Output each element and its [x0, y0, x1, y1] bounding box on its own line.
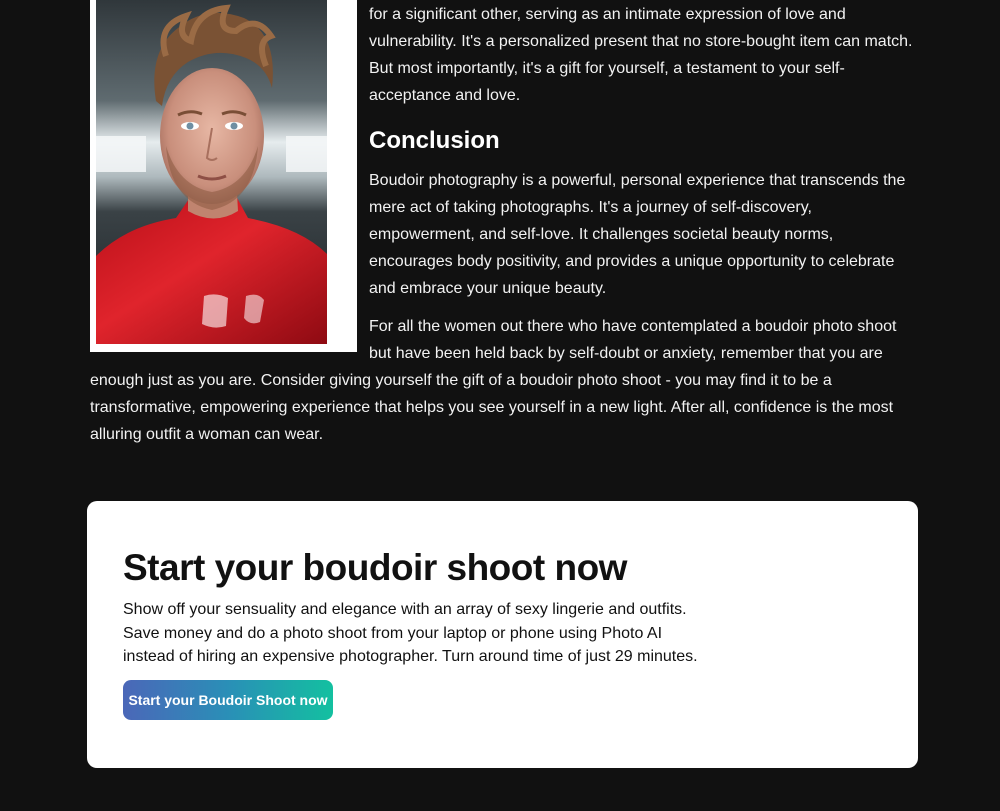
paragraph-encouragement: For all the women out there who have contemplated a boudoir photo shoot but have been held back by self-doubt or anxiety, remember that you are enough just as you are. Consider giving yourself the gift of a boudoir photo shoot - you may find it to be a transformative, empowering experience that helps you see yourself in a new light. After all, confidence is the most alluring outfit a woman can wear. [90, 318, 897, 443]
cta-title: Start your boudoir shoot now [123, 547, 627, 588]
portrait-photo [96, 0, 327, 344]
conclusion-heading: Conclusion [369, 127, 500, 154]
paragraph-conclusion: Boudoir photography is a powerful, personal experience that transcends the mere act of taking photographs. It's a journey of self-discovery, empowerment, and self-love. It challenges societal beauty norms, encourages body positivity, and provides a unique opportunity to celebrate and embrace your unique beauty. [369, 172, 906, 297]
cta-description: Show off your sensuality and elegance with an array of sexy lingerie and outfits. Save money and do a photo shoot from your laptop or phone using Photo AI instead of hiring an expensive photographer. Turn around time of just 29 minutes. [123, 601, 698, 665]
article-body [90, 0, 915, 448]
paragraph-gift: for a significant other, serving as an intimate expression of love and vulnerability. It's a personalized present that no store-bought item can match. But most importantly, it's a gift for yourself, a testament to your self-acceptance and love. [369, 6, 913, 104]
photo-frame [90, 0, 357, 352]
portrait-illustration [96, 0, 327, 344]
cta-card [87, 501, 918, 768]
start-boudoir-shoot-button[interactable]: Start your Boudoir Shoot now [123, 680, 333, 720]
